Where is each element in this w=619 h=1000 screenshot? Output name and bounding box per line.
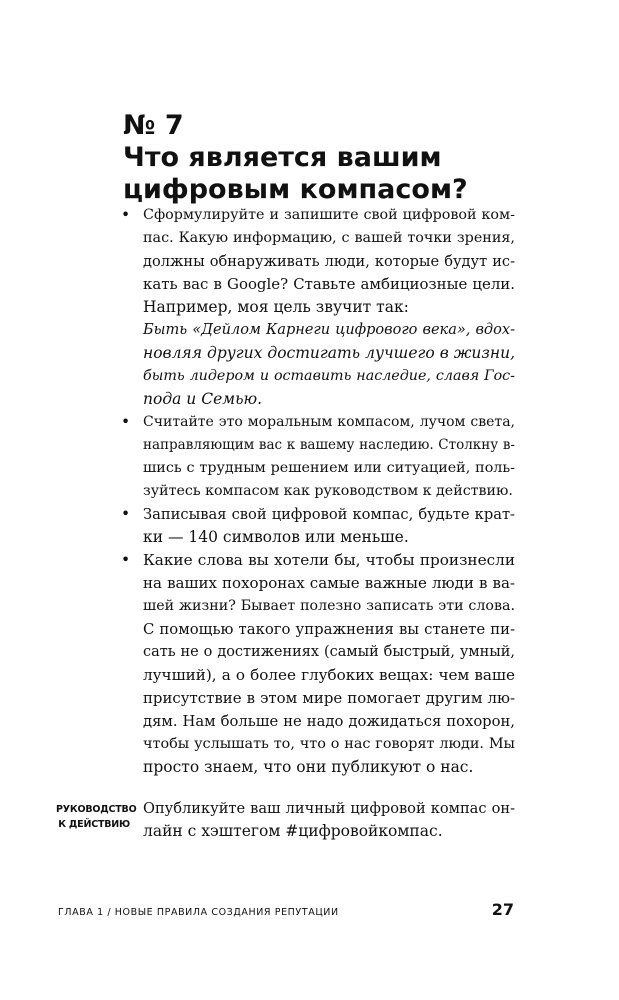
text-line: сать не о достижениях (самый быстрый, умный, [143,644,515,660]
text-line: лайн с хэштегом #цифровойкомпас. [143,822,443,840]
text-line: Сформулируйте и запишите свой цифровой ком- [143,207,515,223]
text-line: зуйтесь компасом как руководством к действию. [143,483,513,499]
list-item [121,549,515,779]
bullet-icon: • [121,551,131,569]
text-line: лучший), а о более глубоких вещах: чем ваше [143,666,515,684]
bullet-icon: • [121,206,131,224]
text-line: шей жизни? Бывает полезно записать эти слова. [143,598,515,614]
action-guide-label-line: К ДЕЙСТВИЮ [58,819,130,830]
text-line: Например, моя цель звучит так: [143,298,409,316]
text-line: Опубликуйте ваш личный цифровой компас он- [143,800,515,817]
bullet-list [121,204,515,779]
text-line: Записывая свой цифровой компас, будьте крат- [143,506,515,523]
text-line: направляющим вас к вашему наследию. Столкну в- [143,437,515,453]
text-line: пас. Какую информацию, с вашей точки зрения, [143,230,515,246]
bullet-icon: • [121,413,131,431]
text-line: шись с трудным решением или ситуацией, поль- [143,460,515,476]
text-line: кать вас в Google? Ставьте амбициозные цели. [143,275,515,293]
quote-line: пода и Семью. [143,390,263,408]
quote-line: новляя других достигать лучшего в жизни, [143,344,515,362]
action-guide-label-line: РУКОВОДСТВО [56,804,137,815]
page-number: 27 [491,900,514,919]
text-line: присутствие в этом мире помогает другим лю- [143,689,515,707]
text-line: просто знаем, что они публикуют о нас. [143,758,474,776]
text-line: на ваших похоронах самые важные люди в ва- [143,574,515,592]
action-guide-text [143,797,515,843]
text-line: дям. Нам больше не надо дожидаться похорон, [143,713,515,730]
list-item [121,204,515,411]
text-line: должны обнаруживать люди, которые будут ис- [143,253,515,270]
quote-line: быть лидером и оставить наследие, славя Гос- [143,368,515,384]
bullet-icon: • [121,505,131,523]
section-heading [123,110,523,206]
section-title-line: цифровым компасом? [123,174,468,205]
list-item [121,503,515,549]
text-line: чтобы услышать то, что о нас говорят люди. Мы [143,736,515,752]
text-line: Какие слова вы хотели бы, чтобы произнесли [143,551,515,569]
action-guide-label [56,802,137,832]
running-footer-chapter: ГЛАВА 1 / НОВЫЕ ПРАВИЛА СОЗДАНИЯ РЕПУТАЦИИ [58,907,339,918]
text-line: ки — 140 символов или меньше. [143,528,409,546]
section-title-line: Что является вашим [123,142,442,173]
text-line: С помощью такого упражнения вы станете пи- [143,621,515,638]
list-item [121,411,515,503]
quote-line: Быть «Дейлом Карнеги цифрового века», вдох- [143,322,515,338]
text-line: Считайте это моральным компасом, лучом света, [143,414,515,430]
section-number: № 7 [123,110,184,141]
